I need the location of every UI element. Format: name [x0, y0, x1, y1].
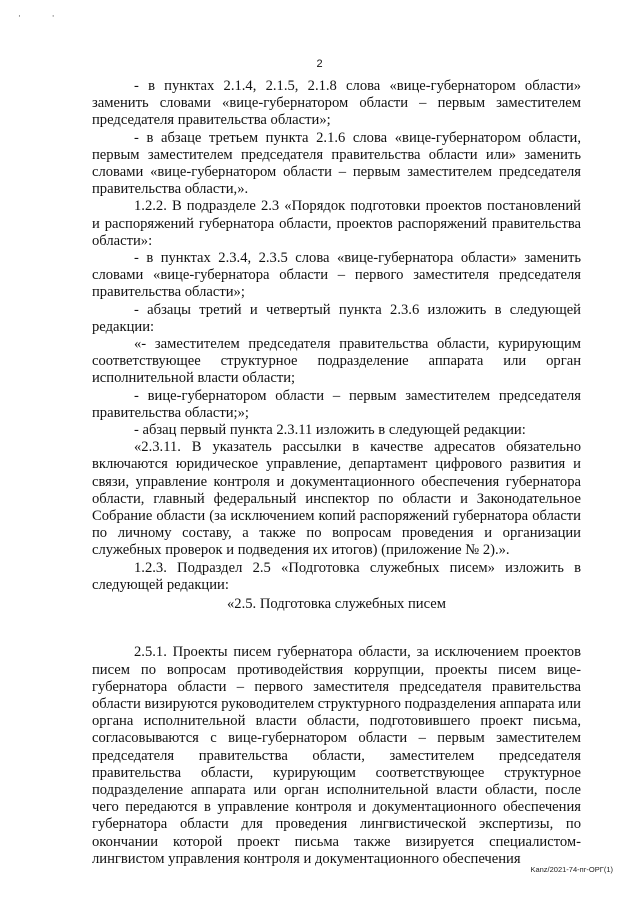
section-heading: «2.5. Подготовка служебных писем: [227, 596, 446, 613]
paragraph-1: - в пунктах 2.1.4, 2.1.5, 2.1.8 слова «вице-губернатором области» заменить словами «вице-губернатором области – первым заместителем председателя правительства области»;: [92, 78, 581, 129]
section-paragraph-1: 2.5.1. Проекты писем губернатора области, за исключением проектов писем по вопросам противодействия коррупции, проекты писем вице-губернатора области – первого заместителя председателя правительства области визируются руководителем структурного подразделения аппарата или органа исполнительной власти области, подготовившего проект письма, согласовываются с вице-губернатором области – первым заместителем председателя правительства области, заместителем председателя правительства области, курирующим соответствующее структурное подразделение аппарата или орган исполнительной власти области, после чего передаются в управление контроля и документационного обеспечения губернатора области для проведения лингвистической экспертизы, по окончании которой проект письма также визируется специалистом-лингвистом управления контроля и документационного обеспечения: [92, 644, 581, 867]
section-gap: [92, 613, 581, 644]
document-code: Kanz/2021-74-пг-ОРГ(1): [530, 865, 613, 874]
paragraph-5: - абзацы третий и четвертый пункта 2.3.6 изложить в следующей редакции:: [92, 301, 581, 335]
paragraph-7: - вице-губернатором области – первым заместителем председателя правительства области;»;: [92, 387, 581, 421]
page-number: 2: [316, 58, 323, 70]
paragraph-6: «- заместителем председателя правительства области, курирующим соответствующее структурное подразделение аппарата или орган исполнительной власти области;: [92, 336, 581, 387]
paragraph-10: 1.2.3. Подраздел 2.5 «Подготовка служебных писем» изложить в следующей редакции:: [92, 559, 581, 593]
paragraph-2: - в абзаце третьем пункта 2.1.6 слова «вице-губернатором области, первым заместителем председателя правительства области или» заменить словами «вице-губернатором области – первым заместителем председателя правительства области,».: [92, 129, 581, 198]
paragraph-8: - абзац первый пункта 2.3.11 изложить в следующей редакции:: [134, 422, 526, 439]
scan-corner-marks: · ·: [18, 12, 69, 22]
paragraph-4: - в пунктах 2.3.4, 2.3.5 слова «вице-губернатора области» заменить словами «вице-губернатора области – первого заместителя председателя правительства области»;: [92, 250, 581, 301]
paragraph-3: 1.2.2. В подразделе 2.3 «Порядок подготовки проектов постановлений и распоряжений губернатора области, проектов распоряжений правительства области»:: [92, 198, 581, 249]
paragraph-9: «2.3.11. В указатель рассылки в качестве адресатов обязательно включаются юридическое управление, департамент цифрового развития и связи, управление контроля и документационного обеспечения губернатора области, главный федеральный инспектор по области и Законодательное Собрание области (за исключением копий распоряжений губернатора области по личному составу, а также по вопросам проведения и организации служебных проверок и подведения их итогов) (приложение № 2).».: [92, 439, 581, 559]
document-body: [92, 78, 581, 868]
